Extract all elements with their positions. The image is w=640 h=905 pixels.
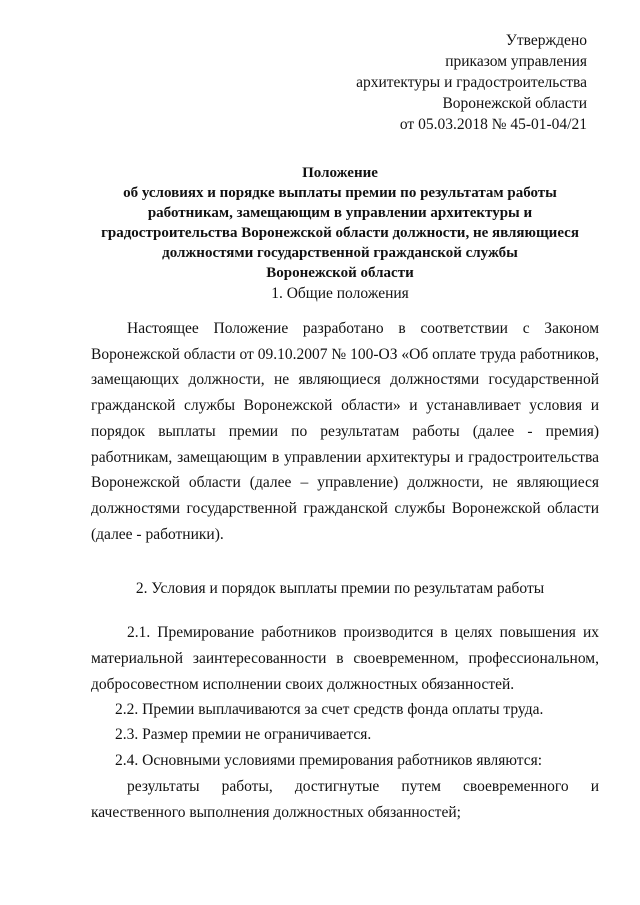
paragraph-2-2: 2.2. Премии выплачиваются за счет средств фонда оплаты труда.	[115, 701, 544, 718]
paragraph-2-1: 2.1. Премирование работников производится в целях повышения их материальной заинтересованности в своевременном, профессиональном, добросовестном исполнении своих должностных обязанностей.	[91, 624, 599, 693]
approval-line: архитектуры и градостроительства	[356, 74, 587, 91]
section-1-paragraph: Настоящее Положение разработано в соответствии с Законом Воронежской области от 09.10.2007 № 100-ОЗ «Об оплате труда работников, замещающих должности, не являющиеся должностями государственной гражданской службы Воронежской области» и устанавливает условия и порядок выплаты премии по результатам работы (далее - премия) работникам, замещающим в управлении архитектуры и градостроительства Воронежской области (далее – управление) должности, не являющиеся должностями государственной гражданской службы Воронежской области (далее - работники).	[91, 320, 599, 543]
approval-line: от 05.03.2018 № 45-01-04/21	[399, 116, 587, 133]
approval-line: приказом управления	[445, 53, 587, 70]
title-line: градостроительства Воронежской области должности, не являющиеся	[101, 225, 579, 241]
title-line: работникам, замещающим в управлении архитектуры и	[147, 205, 533, 221]
title-line: Воронежской области	[266, 265, 414, 281]
paragraph-2-3: 2.3. Размер премии не ограничивается.	[115, 726, 372, 743]
title-line: Положение	[302, 165, 378, 181]
approval-line: Воронежской области	[442, 95, 587, 112]
paragraph-2-4: 2.4. Основными условиями премирования работников являются:	[115, 752, 543, 769]
section-1-heading: 1. Общие положения	[271, 285, 409, 302]
approval-stamp	[356, 30, 587, 135]
section-2-heading: 2. Условия и порядок выплаты премии по результатам работы	[135, 580, 545, 597]
title-line: должностями государственной гражданской службы	[162, 245, 518, 261]
document-title	[80, 163, 600, 283]
paragraph-2-4-item: результаты работы, достигнутые путем своевременного и качественного выполнения должностных обязанностей;	[91, 778, 599, 821]
title-line: об условиях и порядке выплаты премии по результатам работы	[123, 185, 557, 201]
approval-line: Утверждено	[505, 32, 587, 49]
